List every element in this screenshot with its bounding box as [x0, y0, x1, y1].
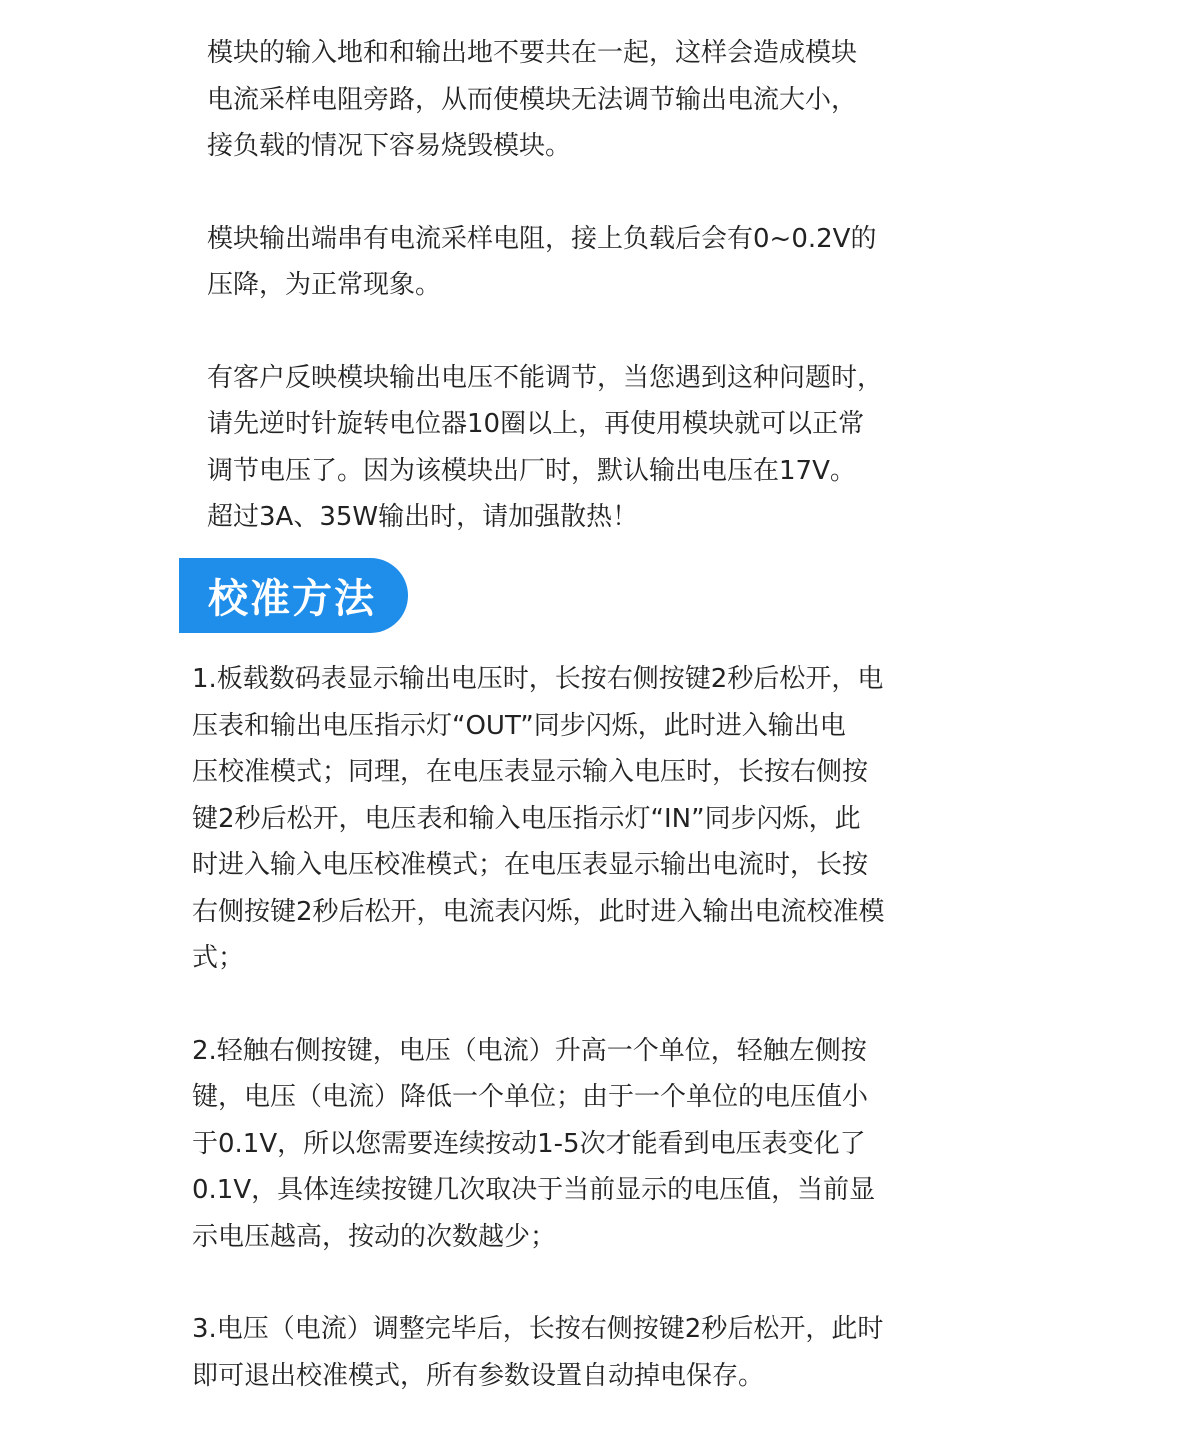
note-paragraph-3 [207, 355, 927, 541]
text-line: 2.轻触右侧按键，电压（电流）升高一个单位，轻触左侧按 [192, 1035, 867, 1066]
text-line: 接负载的情况下容易烧毁模块。 [207, 131, 572, 161]
text-line: 压校准模式；同理，在电压表显示输入电压时，长按右侧按 [192, 757, 869, 787]
step-3 [192, 1306, 932, 1399]
text-line: 1.板载数码表显示输出电压时，长按右侧按键2秒后松开，电 [192, 664, 884, 694]
text-line: 式； [192, 943, 245, 973]
text-line: 压表和输出电压指示灯“OUT”同步闪烁，此时进入输出电 [192, 710, 846, 741]
note-paragraph-1 [207, 30, 927, 170]
text-line: 模块的输入地和和输出地不要共在一起，这样会造成模块 [207, 38, 858, 68]
notes-section [207, 30, 927, 541]
section-heading: 校准方法 [208, 576, 376, 622]
text-line: 于0.1V，所以您需要连续按动1-5次才能看到电压表变化了 [192, 1128, 866, 1159]
text-line: 模块输出端串有电流采样电阻，接上负载后会有0~0.2V的 [207, 223, 877, 254]
text-line: 3.电压（电流）调整完毕后，长按右侧按键2秒后松开，此时 [192, 1314, 884, 1344]
text-line: 请先逆时针旋转电位器10圈以上，再使用模块就可以正常 [207, 409, 865, 439]
calibration-steps [192, 656, 932, 1399]
text-line: 示电压越高，按动的次数越少； [192, 1221, 557, 1252]
section-heading-banner [179, 558, 408, 633]
note-paragraph-2 [207, 216, 927, 309]
text-line: 即可退出校准模式，所有参数设置自动掉电保存。 [192, 1360, 765, 1391]
step-1 [192, 656, 932, 982]
text-line: 右侧按键2秒后松开，电流表闪烁，此时进入输出电流校准模 [192, 896, 885, 927]
text-line: 键，电压（电流）降低一个单位；由于一个单位的电压值小 [192, 1082, 869, 1112]
step-2 [192, 1028, 932, 1261]
text-line: 超过3A、35W输出时，请加强散热！ [207, 502, 639, 532]
text-line: 调节电压了。因为该模块出厂时，默认输出电压在17V。 [207, 455, 856, 486]
text-line: 压降，为正常现象。 [207, 270, 442, 300]
text-line: 0.1V，具体连续按键几次取决于当前显示的电压值，当前显 [192, 1175, 876, 1205]
text-line: 有客户反映模块输出电压不能调节，当您遇到这种问题时， [207, 362, 884, 393]
text-line: 键2秒后松开，电压表和输入电压指示灯“IN”同步闪烁，此 [192, 803, 861, 834]
text-line: 时进入输入电压校准模式；在电压表显示输出电流时，长按 [192, 850, 869, 880]
text-line: 电流采样电阻旁路，从而使模块无法调节输出电流大小， [207, 84, 858, 115]
